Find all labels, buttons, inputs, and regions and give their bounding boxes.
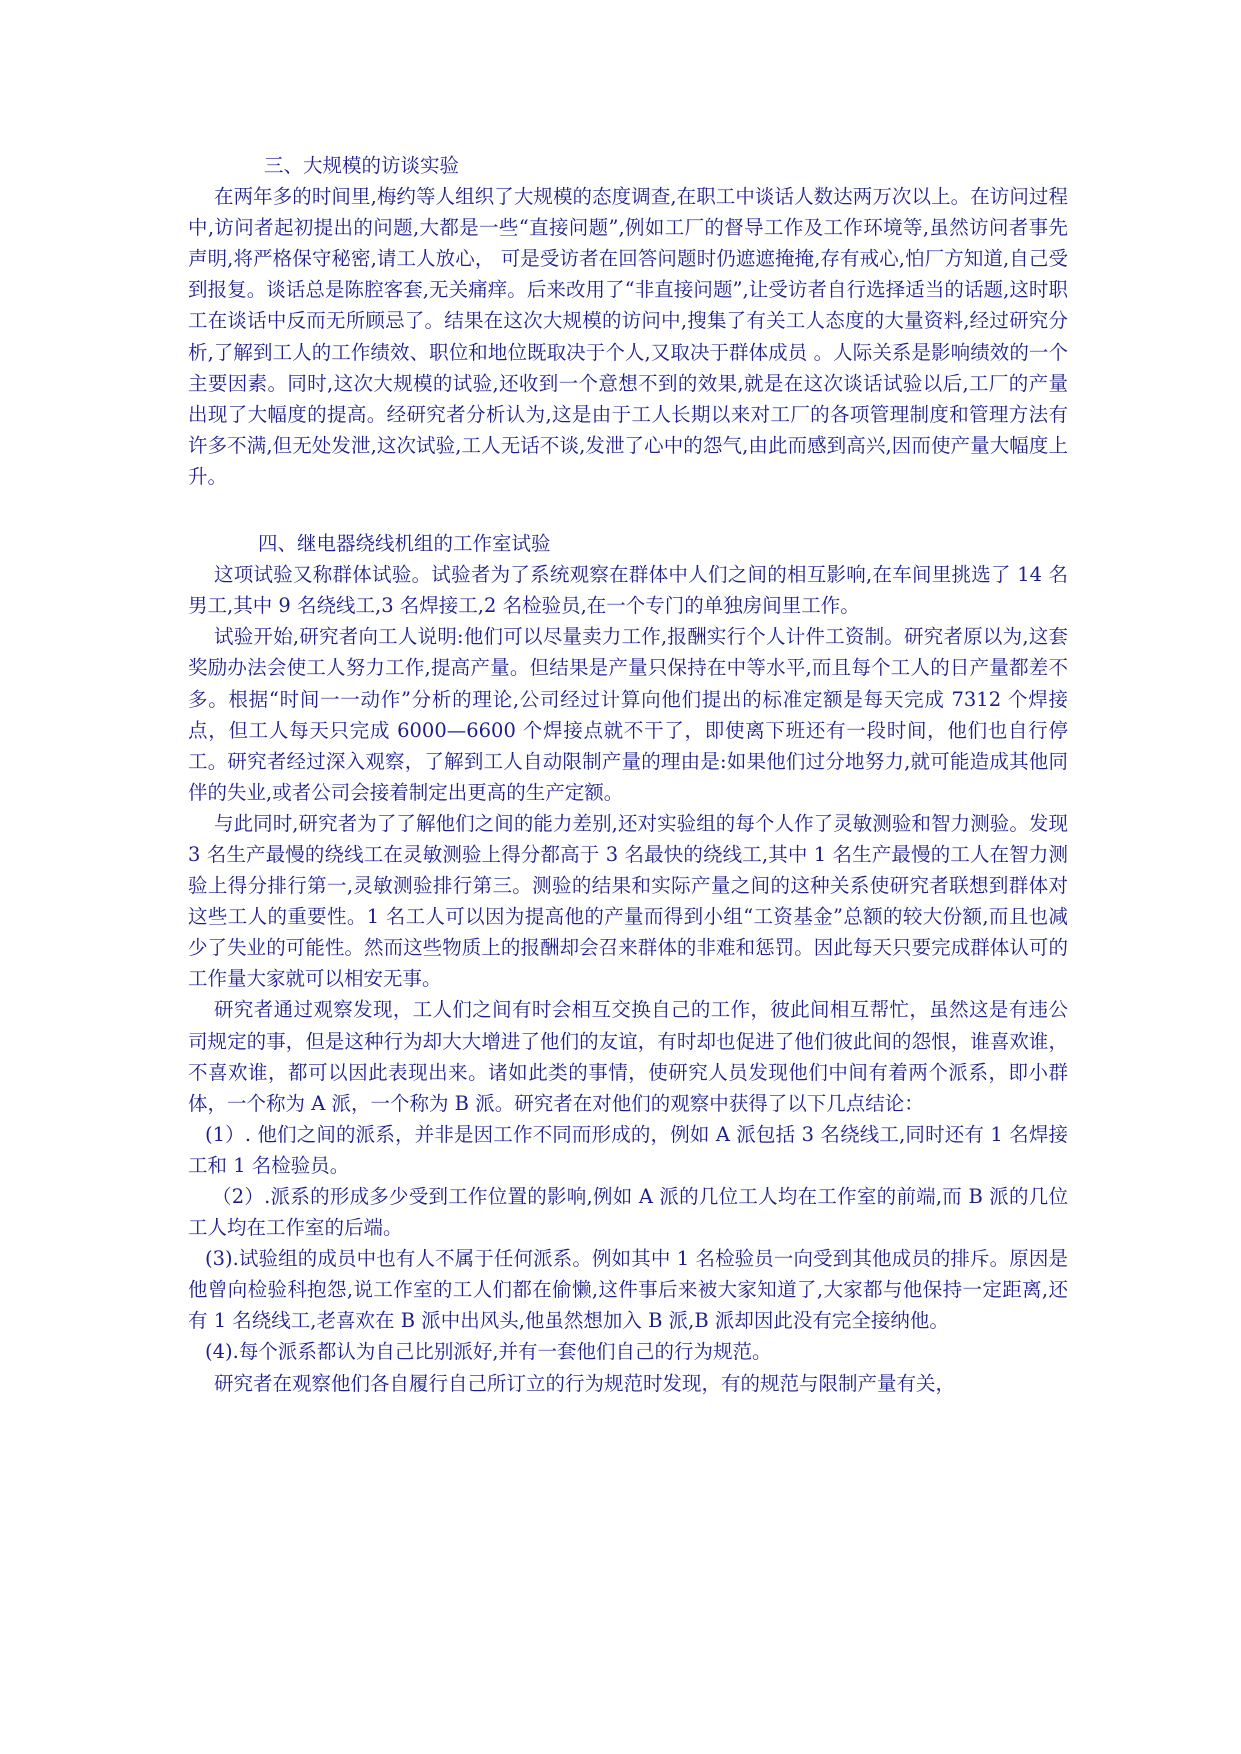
document-page bbox=[188, 150, 1068, 1399]
paragraph: 试验开始,研究者向工人说明:他们可以尽量卖力工作,报酬实行个人计件工资制。研究者原以为,这套奖励办法会使工人努力工作,提高产量。但结果是产量只保持在中等水平,而且每个工人的日产量都差不多。根据“时间一一动作”分析的理论,公司经过计算向他们提出的标准定额是每天完成 7312 个焊接点，但工人每天只完成 6000—6600 个焊接点就不干了，即使离下班还有一段时间，他们也自行停工。研究者经过深入观察，了解到工人自动限制产量的理由是:如果他们过分地努力,就可能造成其他同伴的失业,或者公司会接着制定出更高的生产定额。 bbox=[188, 625, 1068, 804]
conclusion-point-4: (4).每个派系都认为自己比别派好,并有一套他们自己的行为规范。 bbox=[205, 1340, 772, 1364]
section-heading-3: 三、大规模的访谈实验 bbox=[264, 154, 460, 177]
paragraph: 研究者通过观察发现，工人们之间有时会相互交换自己的工作，彼此间相互帮忙，虽然这是有违公司规定的事，但是这种行为却大大增进了他们的友谊，有时却也促进了他们彼此间的怨恨，谁喜欢谁，不喜欢谁，都可以因此表现出来。诸如此类的事情，使研究人员发现他们中间有着两个派系，即小群体，一个称为 A 派，一个称为 B 派。研究者在对他们的观察中获得了以下几点结论： bbox=[188, 998, 1068, 1115]
section-heading-4: 四、继电器绕线机组的工作室试验 bbox=[258, 532, 551, 556]
conclusion-point-3: (3).试验组的成员中也有人不属于任何派系。例如其中 1 名检验员一向受到其他成员的排斥。原因是他曾向检验科抱怨,说工作室的工人们都在偷懒,这件事后来被大家知道了,大家都与他保持一定距离,还有 1 名绕线工,老喜欢在 B 派中出风头,他虽然想加入 B 派,B 派却因此没有完全接纳他。 bbox=[188, 1247, 1068, 1333]
conclusion-point-2: （2）.派系的形成多少受到工作位置的影响,例如 A 派的几位工人均在工作室的前端,而 B 派的几位工人均在工作室的后端。 bbox=[188, 1185, 1068, 1240]
section-spacer bbox=[188, 492, 1068, 528]
paragraph: 在两年多的时间里,梅约等人组织了大规模的态度调查,在职工中谈话人数达两万次以上。在访问过程中,访问者起初提出的问题,大都是一些“直接问题”,例如工厂的督导工作及工作环境等,虽然访问者事先声明,将严格保守秘密,请工人放心， 可是受访者在回答问题时仍遮遮掩掩,存有戒心,怕厂方知道,自己受到报复。谈话总是陈腔客套,无关痛痒。后来改用了“非直接问题”,让受访者自行选择适当的话题,这时职工在谈话中反而无所顾忌了。结果在这次大规模的访问中,搜集了有关工人态度的大量资料,经过研究分析,了解到工人的工作绩效、职位和地位既取决于个人,又取决于群体成员 。人际关系是影响绩效的一个主要因素。同时,这次大规模的试验,还收到一个意想不到的效果,就是在这次谈话试验以后,工厂的产量出现了大幅度的提高。经研究者分析认为,这是由于工人长期以来对工厂的各项管理制度和管理方法有许多不满,但无处发泄,这次试验,工人无话不谈,发泄了心中的怨气,由此而感到高兴,因而使产量大幅度上升。 bbox=[188, 185, 1068, 488]
paragraph: 这项试验又称群体试验。试验者为了系统观察在群体中人们之间的相互影响,在车间里挑选了 14 名男工,其中 9 名绕线工,3 名焊接工,2 名检验员,在一个专门的单独房间里工作。 bbox=[188, 563, 1068, 618]
conclusion-point-1: (1）. 他们之间的派系，并非是因工作不同而形成的，例如 A 派包括 3 名绕线工,同时还有 1 名焊接工和 1 名检验员。 bbox=[188, 1122, 1068, 1177]
paragraph: 与此同时,研究者为了了解他们之间的能力差别,还对实验组的每个人作了灵敏测验和智力测验。发现 3 名生产最慢的绕线工在灵敏测验上得分都高于 3 名最快的绕线工,其中 1 名生产最慢的工人在智力测验上得分排行第一,灵敏测验排行第三。测验的结果和实际产量之间的这种关系使研究者联想到群体对这些工人的重要性。1 名工人可以因为提高他的产量而得到小组“工资基金”总额的较大份额,而且也减少了失业的可能性。然而这些物质上的报酬却会召来群体的非难和惩罚。因此每天只要完成群体认可的工作量大家就可以相安无事。 bbox=[188, 811, 1068, 991]
closing-paragraph: 研究者在观察他们各自履行自己所订立的行为规范时发现，有的规范与限制产量有关， bbox=[214, 1371, 956, 1395]
